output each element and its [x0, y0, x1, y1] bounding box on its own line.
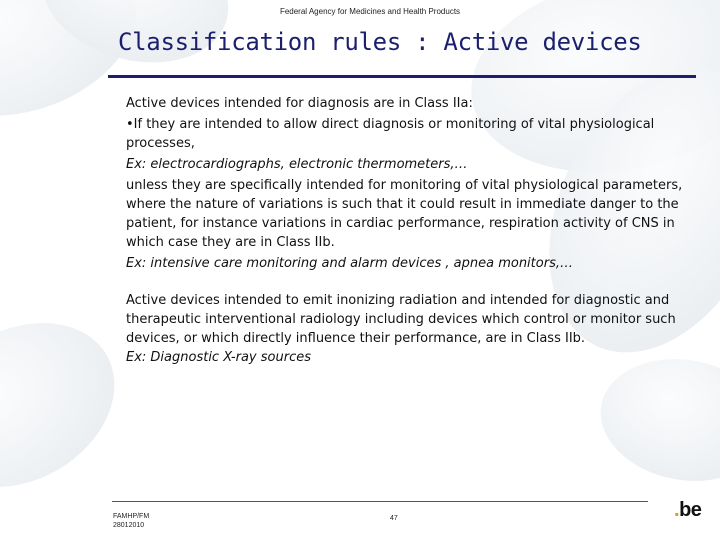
footer-divider	[112, 501, 648, 502]
body-bullet-item: •If they are intended to allow direct diagnosis or monitoring of vital physiological processes,	[126, 117, 655, 151]
body-example: Ex: Diagnostic X-ray sources	[126, 350, 311, 365]
footer-date: 28012010	[113, 522, 145, 529]
background-pill-shape	[0, 290, 144, 520]
logo-text: be	[679, 499, 702, 521]
slide-body	[126, 94, 686, 367]
footer-info	[113, 512, 149, 530]
page-number: 47	[390, 515, 398, 522]
agency-header: Federal Agency for Medicines and Health Products	[279, 7, 461, 16]
body-example: Ex: electrocardiographs, electronic thermometers,…	[126, 157, 468, 172]
body-paragraph-exception: unless they are specifically intended for monitoring of vital physiological parameters, where the nature of variations is such that it could result in immediate danger to the patient, for instance variations in cardiac performance, respiration activity of CNS in which case they are in Class IIb.	[126, 178, 683, 250]
footer-org: FAMHP/FM	[113, 513, 150, 520]
body-paragraph-radiation: Active devices intended to emit inonizing radiation and intended for diagnostic and therapeutic interventional radiology including devices which control or monitor such devices, or which directly influence their performance, are in Class IIb.	[126, 293, 676, 346]
title-underline	[108, 75, 696, 78]
slide-title: Classification rules : Active devices	[118, 28, 642, 56]
body-paragraph-intro: Active devices intended for diagnosis are in Class IIa:	[126, 96, 473, 111]
background-pill-shape	[591, 346, 720, 494]
body-example: Ex: intensive care monitoring and alarm devices , apnea monitors,…	[126, 256, 573, 271]
be-logo	[674, 499, 701, 522]
logo-dot: .	[674, 499, 680, 521]
